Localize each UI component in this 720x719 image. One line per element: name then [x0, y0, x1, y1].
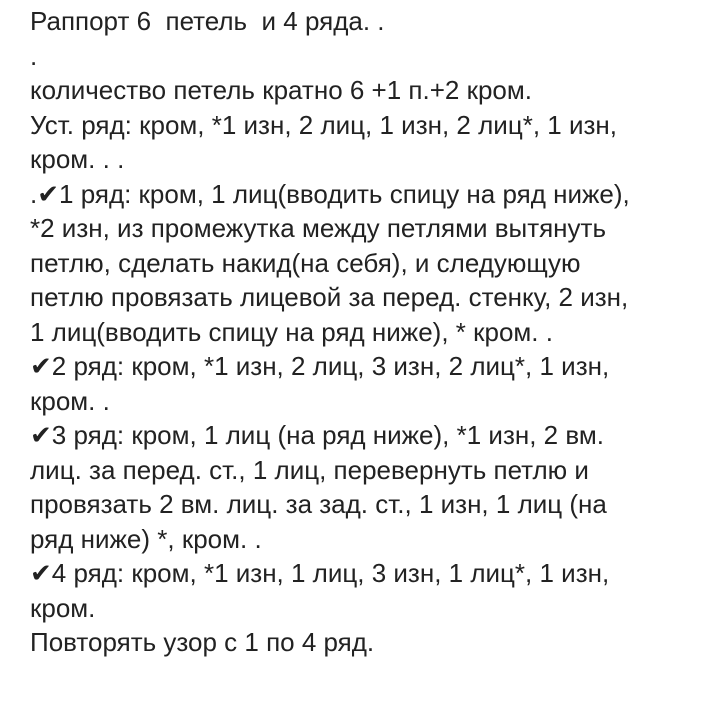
text-line: петлю провязать лицевой за перед. стенку, 2 изн, [30, 282, 629, 312]
text-line: 1 лиц(вводить спицу на ряд ниже), * кром. . [30, 316, 553, 347]
text-line: ряд ниже) *, кром. . [30, 523, 262, 554]
knitting-pattern-text [30, 0, 710, 660]
text-line: кром. . . [30, 144, 125, 174]
text-line: . [30, 40, 38, 71]
text-line: Раппорт 6 петель и 4 ряда. . [30, 6, 385, 36]
text-line: ✔2 ряд: кром, *1 изн, 2 лиц, 3 изн, 2 лиц*, 1 изн, [30, 351, 610, 381]
text-line: кром. [30, 592, 96, 623]
text-line: Уст. ряд: кром, *1 изн, 2 лиц, 1 изн, 2 лиц*, 1 изн, [30, 109, 617, 140]
text-line: *2 изн, из промежутка между петлями вытянуть [30, 213, 606, 243]
text-line: провязать 2 вм. лиц. за зад. ст., 1 изн, 1 лиц (на [30, 489, 607, 519]
text-line: кром. . [30, 385, 110, 416]
text-line: лиц. за перед. ст., 1 лиц, перевернуть петлю и [30, 454, 589, 485]
text-line: ✔3 ряд: кром, 1 лиц (на ряд ниже), *1 изн, 2 вм. [30, 420, 604, 450]
text-line: .✔1 ряд: кром, 1 лиц(вводить спицу на ряд ниже), [30, 178, 630, 209]
text-line: Повторять узор с 1 по 4 ряд. [30, 627, 375, 657]
text-line: петлю, сделать накид(на себя), и следующую [30, 247, 581, 278]
text-line: ✔4 ряд: кром, *1 изн, 1 лиц, 3 изн, 1 лиц*, 1 изн, [30, 558, 610, 588]
text-line: количество петель кратно 6 +1 п.+2 кром. [30, 75, 532, 105]
